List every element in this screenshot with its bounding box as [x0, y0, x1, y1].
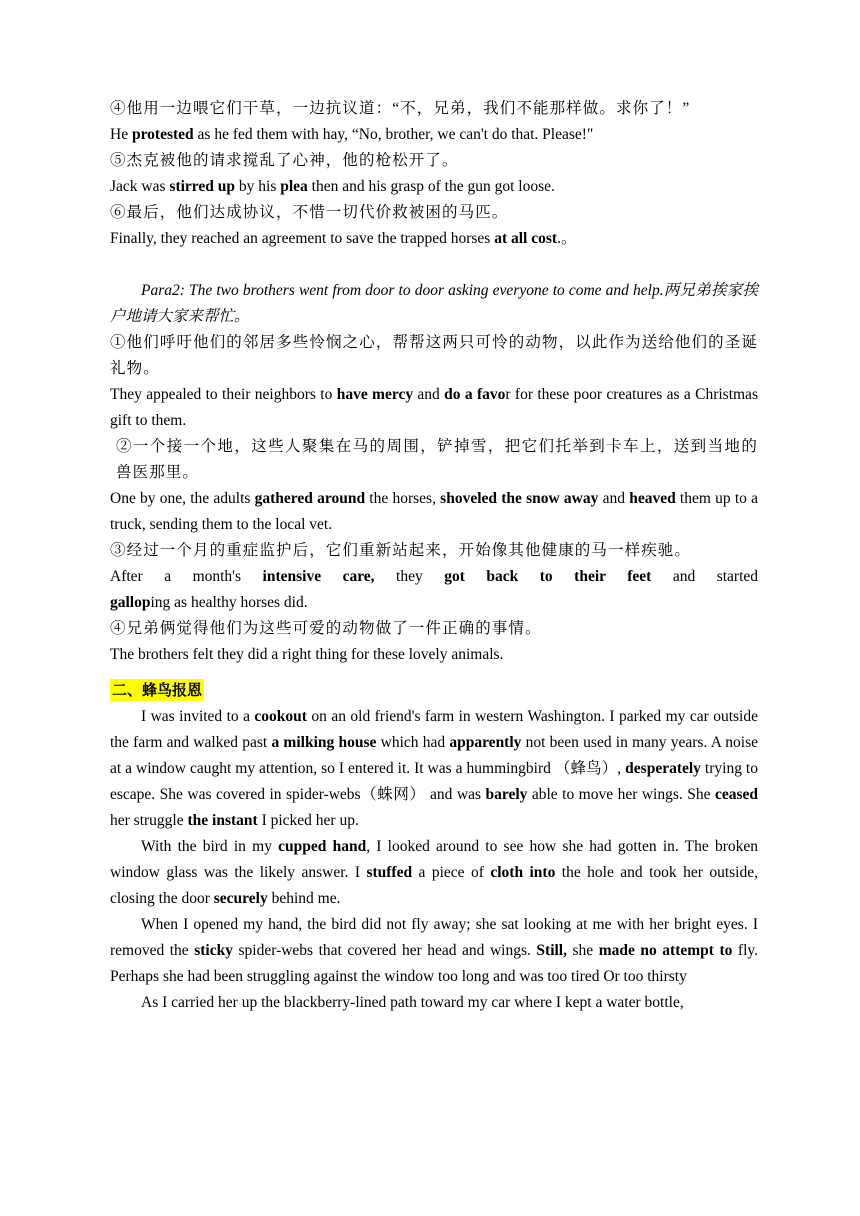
keyword: securely [213, 890, 268, 907]
keyword: protested [131, 126, 194, 143]
spacer [110, 252, 758, 278]
document-page [110, 96, 758, 1016]
keyword: shoveled the snow away [440, 490, 599, 507]
para2-en-3-line1: After a month's intensive care, they got back to their feet and started [110, 568, 759, 585]
para2-zh-4: ④兄弟俩觉得他们为这些可爱的动物做了一件正确的事情。 [110, 620, 542, 637]
sentence-en-6: Finally, they reached an agreement to save the trapped horses at all cost.。 [110, 230, 577, 247]
keyword: barely [485, 786, 528, 803]
section-heading-wrap [110, 678, 758, 704]
keyword: plea [280, 178, 308, 195]
keyword: a milking house [271, 734, 377, 751]
keyword: intensive care, [262, 568, 375, 585]
para2-en-2: One by one, the adults gathered around the horses, shoveled the snow away and heaved them up to a truck, sending them to the local vet. [110, 490, 759, 533]
keyword: desperately [625, 760, 701, 777]
sentence-en-4: He protested as he fed them with hay, “No, brother, we can't do that. Please!" [110, 126, 594, 143]
keyword: made no attempt to [598, 942, 733, 959]
keyword: stuffed [366, 864, 413, 881]
keyword: at all cost [494, 230, 558, 247]
para2-en-3-line2: galloping as healthy horses did. [110, 594, 308, 611]
story-paragraph-3: When I opened my hand, the bird did not fly away; she sat looking at me with her bright eyes. I removed the sticky spider-webs that covered her head and wings. Still, she made no attempt to fly. Perhaps she had been struggling against the window too long and was too tired Or too thirsty [110, 916, 758, 985]
sentence-zh-4: ④他用一边喂它们干草，一边抗议道：“不，兄弟，我们不能那样做。求你了！” [110, 100, 691, 117]
keyword: heaved [629, 490, 676, 507]
para2-title: Para2: The two brothers went from door to door asking everyone to come and help.两兄弟挨家挨户地请大家来帮忙。 [110, 282, 758, 325]
keyword: the instant [187, 812, 258, 829]
para2-en-4: The brothers felt they did a right thing for these lovely animals. [110, 646, 504, 663]
keyword: cloth into [490, 864, 556, 881]
sentence-en-5: Jack was stirred up by his plea then and his grasp of the gun got loose. [110, 178, 555, 195]
sentence-zh-6: ⑥最后，他们达成协议，不惜一切代价救被困的马匹。 [110, 204, 509, 221]
para2-en-1: They appealed to their neighbors to have mercy and do a favor for these poor creatures as a Christmas gift to them. [110, 386, 758, 429]
keyword: cupped hand [278, 838, 367, 855]
keyword: cookout [254, 708, 307, 725]
keyword: do a favo [444, 386, 506, 403]
story-paragraph-2: With the bird in my cupped hand, I looked around to see how she had gotten in. The broken window glass was the likely answer. I stuffed a piece of cloth into the hole and took her outside, closing the door securely behind me. [110, 838, 759, 907]
keyword: gathered around [254, 490, 366, 507]
keyword: gallop [110, 594, 151, 611]
para2-zh-1: ①他们呼吁他们的邻居多些怜悯之心，帮帮这两只可怜的动物，以此作为送给他们的圣诞礼物。 [110, 334, 758, 377]
story-paragraph-1: I was invited to a cookout on an old friend's farm in western Washington. I parked my car outside the farm and walked past a milking house which had apparently not been used in many years. A noise at a window caught my attention, so I entered it. It was a hummingbird （蜂鸟）, desperately trying to escape. She was covered in spider-webs（蛛网） and was barely able to move her wings. She ceased her struggle the instant I picked her up. [110, 708, 758, 829]
para2-zh-2: ②一个接一个地，这些人聚集在马的周围，铲掉雪，把它们托举到卡车上，送到当地的兽医那里。 [116, 438, 758, 481]
keyword: ceased [714, 786, 758, 803]
keyword: have mercy [336, 386, 414, 403]
keyword: got back to their feet [444, 568, 652, 585]
para2-zh-3: ③经过一个月的重症监护后，它们重新站起来，开始像其他健康的马一样疾驰。 [110, 542, 692, 559]
keyword: Still, [536, 942, 567, 959]
sentence-zh-5: ⑤杰克被他的请求搅乱了心神，他的枪松开了。 [110, 152, 459, 169]
keyword: stirred up [169, 178, 236, 195]
section-heading: 二、蜂鸟报恩 [112, 681, 203, 699]
story-paragraph-4: As I carried her up the blackberry-lined path toward my car where I kept a water bottle, [141, 994, 684, 1011]
keyword: sticky [194, 942, 233, 959]
keyword: apparently [449, 734, 522, 751]
